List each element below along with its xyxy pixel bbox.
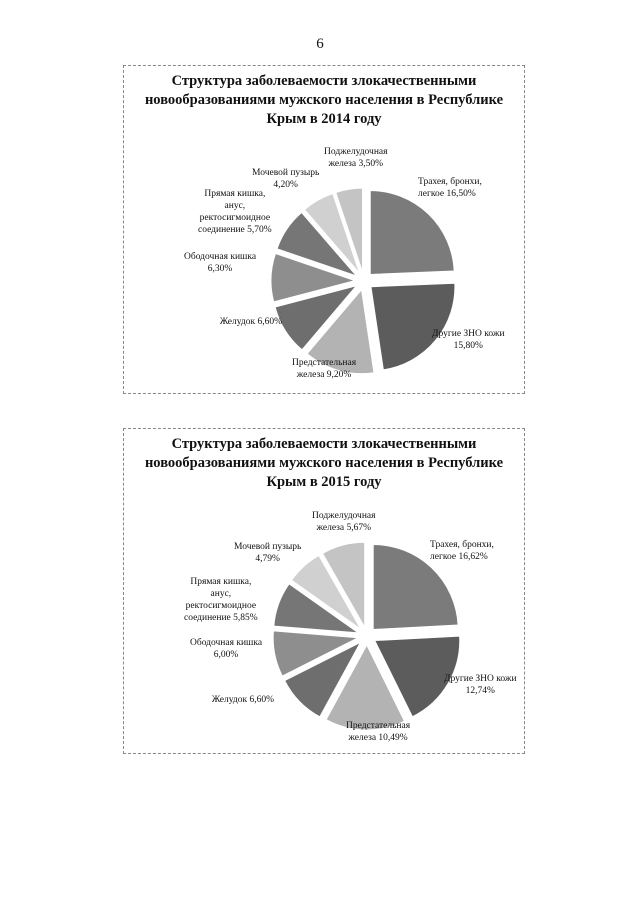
- slice-label: Ободочная кишка 6,30%: [184, 252, 257, 274]
- slice-label: Желудок 6,60%: [219, 317, 282, 327]
- chart-title-line: Структура заболеваемости злокачественными: [171, 73, 477, 89]
- slice-label: Поджелудочная железа 5,67%: [312, 511, 376, 533]
- chart-title-line: Крым в 2015 году: [266, 474, 382, 490]
- pie-chart-2014: [123, 65, 525, 394]
- slice-label: Предстательная железа 10,49%: [346, 721, 411, 743]
- slice-label: Прямая кишка, анус, ректосигмоидное соединение 5,85%: [184, 577, 258, 623]
- pie-chart-2015: [123, 428, 525, 754]
- slice-label: Ободочная кишка 6,00%: [190, 638, 263, 660]
- slice-label: Другие ЗНО кожи 12,74%: [444, 674, 517, 696]
- slice-label: Поджелудочная железа 3,50%: [324, 147, 388, 169]
- pie-slice: [370, 191, 454, 275]
- chart-title-line: Структура заболеваемости злокачественными: [171, 436, 477, 452]
- pie-slice: [371, 283, 455, 370]
- page-number: 6: [316, 36, 324, 52]
- slice-label: Прямая кишка, анус, ректосигмоидное соединение 5,70%: [198, 189, 272, 235]
- chart-title-line: Крым в 2014 году: [266, 111, 382, 127]
- chart-title-line: новообразованиями мужского населения в Республике: [144, 455, 504, 471]
- slice-label: Трахея, бронхи, легкое 16,62%: [430, 540, 494, 562]
- slice-label: Предстательная железа 9,20%: [292, 358, 357, 380]
- slice-label: Мочевой пузырь 4,20%: [252, 168, 320, 190]
- slice-label: Мочевой пузырь 4,79%: [234, 542, 302, 564]
- chart-title-line: новообразованиями мужского населения в Республике: [144, 92, 504, 108]
- slice-label: Другие ЗНО кожи 15,80%: [432, 329, 505, 351]
- slice-label: Трахея, бронхи, легкое 16,50%: [418, 177, 482, 199]
- slice-label: Желудок 6,60%: [211, 695, 274, 705]
